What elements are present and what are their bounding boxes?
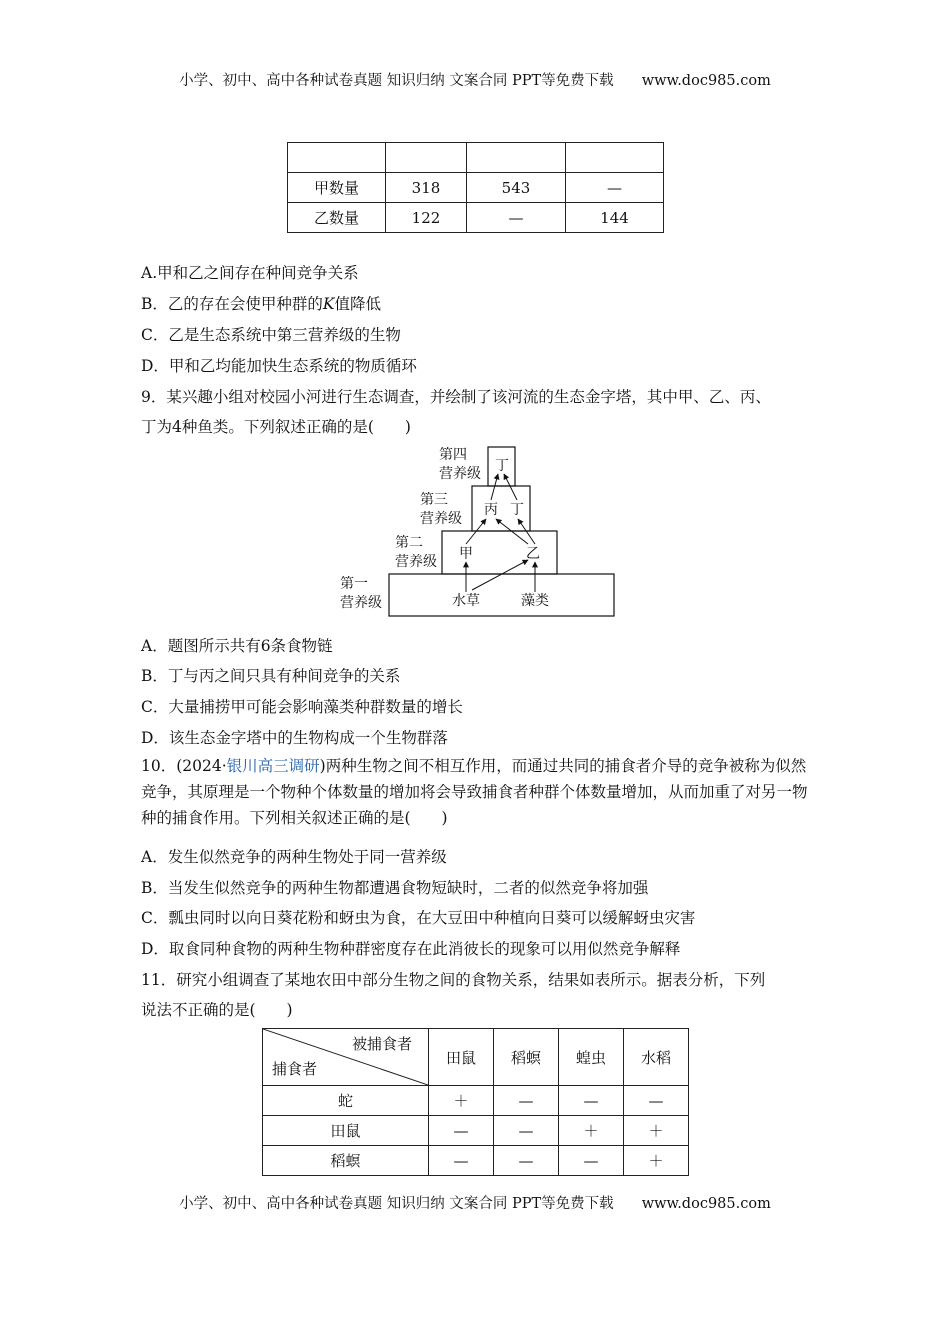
table-cell <box>566 143 664 173</box>
column-header: 田鼠 <box>429 1029 494 1086</box>
table-cell: — <box>429 1116 494 1146</box>
corner-bottom-label: 捕食者 <box>272 1060 318 1078</box>
arrow-bing-ding <box>491 474 498 500</box>
table-cell <box>386 143 467 173</box>
table-corner-cell <box>263 1029 429 1086</box>
organism-shuicao: 水草 <box>452 593 480 609</box>
organism-bing: 丙 <box>484 502 498 518</box>
q9-option-d: D．该生态金字塔中的生物构成一个生物群落 <box>141 729 448 747</box>
organism-ding-top: 丁 <box>495 458 509 474</box>
q8-option-b-k: K <box>322 295 335 313</box>
q10-option-b: B．当发生似然竞争的两种生物都遭遇食物短缺时，二者的似然竞争将加强 <box>141 879 649 897</box>
organism-yi: 乙 <box>526 546 540 562</box>
table-row <box>263 1086 689 1116</box>
table-cell: 543 <box>467 173 566 203</box>
q11-stem-line1: 11．研究小组调查了某地农田中部分生物之间的食物关系，结果如表所示。据表分析，下列 <box>141 971 766 989</box>
column-header: 水稻 <box>624 1029 689 1086</box>
table-cell <box>288 143 386 173</box>
q10-stem-rest: )两种生物之间不相互作用，而通过共同的捕食者介导的竞争被称为似然竞争，其原理是一个物种个体数量的增加将会导致捕食者种群个体数量增加，从而加重了对另一物种的捕食作用。下列相关叙述正确的是( ) <box>141 757 808 827</box>
level2-label-a: 第二 <box>395 535 423 551</box>
table-row <box>288 203 664 233</box>
table-cell: 144 <box>566 203 664 233</box>
q10-source: 银川高三调研 <box>226 757 320 775</box>
organism-zaolei: 藻类 <box>521 593 549 609</box>
page-header <box>0 69 950 90</box>
q11-stem-line2: 说法不正确的是( ) <box>141 1001 293 1019</box>
corner-top-label: 被捕食者 <box>351 1035 412 1053</box>
organism-ding: 丁 <box>510 502 524 518</box>
level1-box <box>389 574 614 616</box>
table-header-row <box>288 143 664 173</box>
q10-option-d: D．取食同种食物的两种生物种群密度存在此消彼长的现象可以用似然竞争解释 <box>141 940 681 958</box>
q9-option-c: C．大量捕捞甲可能会影响藻类种群数量的增长 <box>141 698 463 716</box>
level4-label-a: 第四 <box>439 447 467 463</box>
q8-option-c: C．乙是生态系统中第三营养级的生物 <box>141 326 401 344</box>
footer-url[interactable]: www.doc985.com <box>641 1196 771 1212</box>
q8-option-b <box>141 292 381 314</box>
table-cell: ＋ <box>624 1116 689 1146</box>
table-species-count <box>287 142 664 233</box>
q9-stem-line1: 9．某兴趣小组对校园小河进行生态调查，并绘制了该河流的生态金字塔，其中甲、乙、丙、 <box>141 388 771 406</box>
table-cell: — <box>494 1146 559 1176</box>
table-cell: ＋ <box>559 1116 624 1146</box>
table-cell <box>467 143 566 173</box>
q10-stem <box>141 753 821 831</box>
q10-option-a: A．发生似然竞争的两种生物处于同一营养级 <box>141 848 447 866</box>
table-food-relations <box>262 1028 689 1176</box>
row-header: 田鼠 <box>263 1116 429 1146</box>
table-cell: — <box>559 1146 624 1176</box>
level1-label-a: 第一 <box>340 576 368 592</box>
table-cell: 甲数量 <box>288 173 386 203</box>
arrow-shuicao-yi <box>472 560 528 590</box>
row-header: 稻螟 <box>263 1146 429 1176</box>
column-header: 蝗虫 <box>559 1029 624 1086</box>
q8-option-d: D．甲和乙均能加快生态系统的物质循环 <box>141 357 417 375</box>
q9-option-a: A．题图所示共有6条食物链 <box>141 637 333 655</box>
header-url[interactable]: www.doc985.com <box>641 73 771 89</box>
footer-text: 小学、初中、高中各种试卷真题 知识归纳 文案合同 PPT等免费下载 <box>179 1196 614 1212</box>
table-row <box>263 1116 689 1146</box>
table-cell: 122 <box>386 203 467 233</box>
q8-option-a: A.甲和乙之间存在种间竞争关系 <box>141 264 359 282</box>
table-cell: — <box>624 1086 689 1116</box>
organism-jia: 甲 <box>459 546 473 562</box>
table-cell: — <box>566 173 664 203</box>
q10-option-c: C．瓢虫同时以向日葵花粉和蚜虫为食，在大豆田中种植向日葵可以缓解蚜虫灾害 <box>141 909 696 927</box>
q8-option-b-post: 值降低 <box>334 295 382 313</box>
table-cell: — <box>494 1116 559 1146</box>
q9-option-b: B．丁与丙之间只具有种间竞争的关系 <box>141 667 401 685</box>
level3-label-b: 营养级 <box>420 511 462 527</box>
column-header: 稻螟 <box>494 1029 559 1086</box>
table-row <box>263 1146 689 1176</box>
q9-stem-line2: 丁为4种鱼类。下列叙述正确的是( ) <box>141 418 411 436</box>
q10-num: 10．(2024· <box>141 757 227 775</box>
table-cell: ＋ <box>624 1146 689 1176</box>
level1-label-b: 营养级 <box>340 595 382 611</box>
level3-label-a: 第三 <box>420 492 448 508</box>
table-cell: — <box>429 1146 494 1176</box>
q8-option-b-pre: B．乙的存在会使甲种群的 <box>141 295 323 313</box>
table-header-row <box>263 1029 689 1086</box>
table-cell: 乙数量 <box>288 203 386 233</box>
header-text: 小学、初中、高中各种试卷真题 知识归纳 文案合同 PPT等免费下载 <box>179 73 614 89</box>
table-cell: 318 <box>386 173 467 203</box>
table-cell: — <box>559 1086 624 1116</box>
ecological-pyramid-diagram <box>338 442 618 620</box>
row-header: 蛇 <box>263 1086 429 1116</box>
level2-label-b: 营养级 <box>395 554 437 570</box>
page-footer <box>0 1192 950 1213</box>
table-cell: — <box>467 203 566 233</box>
table-cell: ＋ <box>429 1086 494 1116</box>
table-row <box>288 173 664 203</box>
level4-label-b: 营养级 <box>439 466 481 482</box>
table-cell: — <box>494 1086 559 1116</box>
